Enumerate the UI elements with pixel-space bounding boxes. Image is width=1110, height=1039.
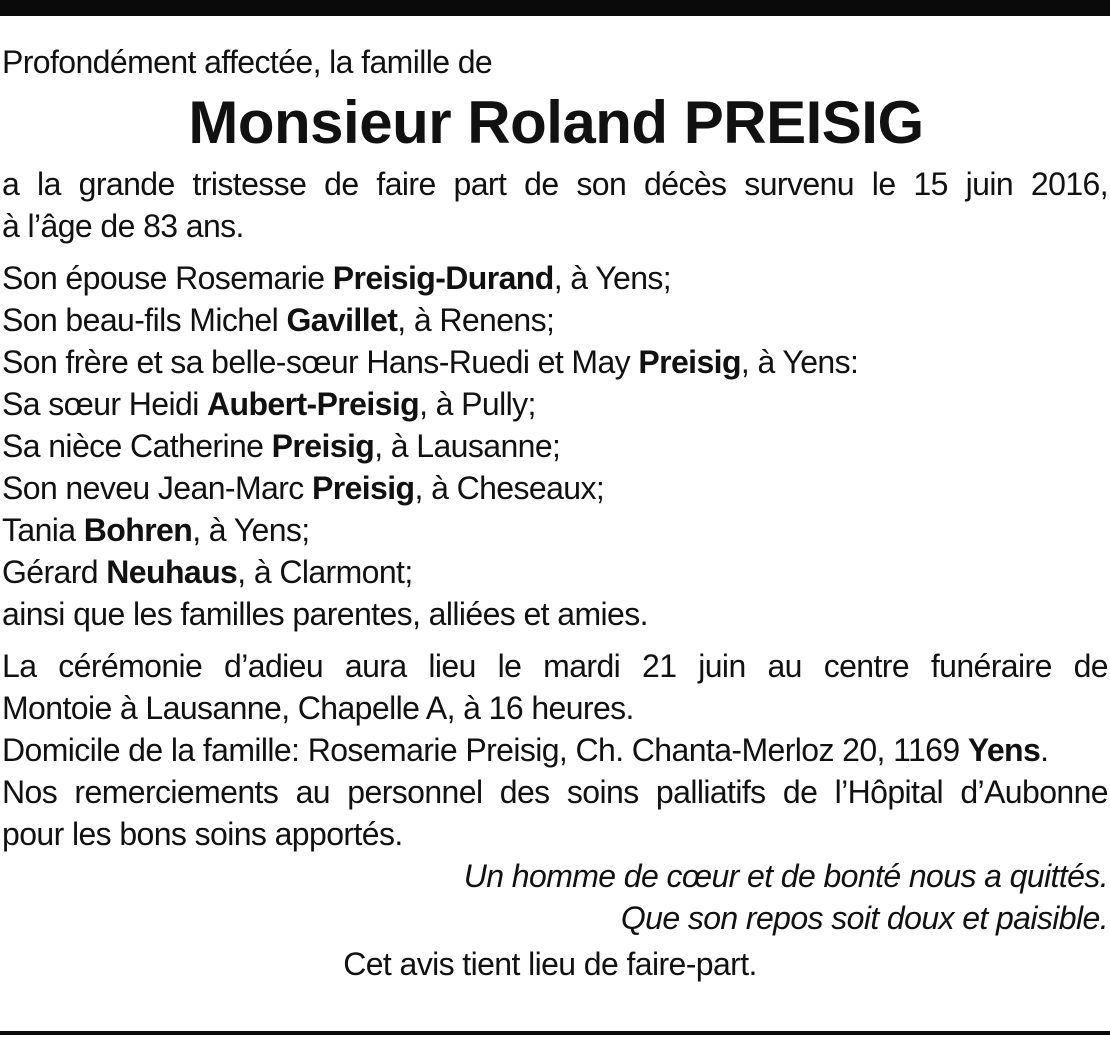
ceremony-line-1: La cérémonie d’adieu aura lieu le mardi 21 juin au centre funéraire de bbox=[2, 648, 1108, 684]
member-prefix: Son beau-fils Michel bbox=[2, 302, 287, 338]
member-prefix: Tania bbox=[2, 512, 84, 548]
family-member bbox=[2, 467, 1108, 509]
member-prefix: Son neveu Jean-Marc bbox=[2, 470, 312, 506]
member-surname: Preisig bbox=[311, 470, 415, 506]
member-surname: Preisig bbox=[638, 344, 741, 380]
family-list bbox=[2, 257, 1108, 635]
bottom-border-rule bbox=[0, 1031, 1110, 1035]
member-location: , à Yens: bbox=[740, 344, 859, 380]
family-member bbox=[2, 509, 1108, 551]
closing-quote bbox=[2, 855, 1108, 939]
member-surname: Gavillet bbox=[286, 302, 398, 338]
family-member bbox=[2, 299, 1108, 341]
member-surname: Neuhaus bbox=[106, 554, 238, 590]
member-location: , à Renens; bbox=[397, 302, 555, 338]
member-prefix: Son frère et sa belle-sœur Hans-Ruedi et May bbox=[2, 344, 639, 380]
member-location: , à Lausanne; bbox=[374, 428, 561, 464]
ceremony-block bbox=[2, 645, 1108, 855]
thanks-line-2: pour les bons soins apportés. bbox=[2, 816, 403, 852]
member-surname: Preisig bbox=[271, 428, 375, 464]
family-member bbox=[2, 383, 1108, 425]
member-location: , à Pully; bbox=[419, 386, 536, 422]
family-member bbox=[2, 551, 1108, 593]
member-surname: Aubert-Preisig bbox=[207, 386, 420, 422]
domicile-line bbox=[2, 729, 1108, 771]
intro-text: Profondément affectée, la famille de bbox=[2, 44, 493, 80]
family-member bbox=[2, 257, 1108, 299]
member-location: , à Clarmont; bbox=[237, 554, 413, 590]
family-member bbox=[2, 341, 1108, 383]
member-prefix: Sa sœur Heidi bbox=[2, 386, 207, 422]
obituary-notice bbox=[2, 41, 1108, 985]
domicile-address: Domicile de la famille: Rosemarie Preisig, Ch. Chanta-Merloz 20, 1169 bbox=[2, 732, 968, 768]
member-surname: Preisig-Durand bbox=[332, 260, 554, 296]
ceremony-line-2: Montoie à Lausanne, Chapelle A, à 16 heures. bbox=[2, 690, 634, 726]
deceased-name: Monsieur Roland PREISIG bbox=[188, 89, 924, 156]
member-prefix: Son épouse Rosemarie bbox=[2, 260, 333, 296]
quote-line-2: Que son repos soit doux et paisible. bbox=[620, 900, 1108, 936]
thanks-line-1: Nos remerciements au personnel des soins palliatifs de l’Hôpital d’Aubonne bbox=[2, 774, 1108, 810]
quote-line-1: Un homme de cœur et de bonté nous a quittés. bbox=[463, 858, 1108, 894]
member-location: , à Yens; bbox=[553, 260, 672, 296]
member-prefix: Gérard bbox=[2, 554, 107, 590]
notice-line-2: à l’âge de 83 ans. bbox=[2, 208, 244, 244]
notice-line-1: a la grande tristesse de faire part de son décès survenu le 15 juin 2016, bbox=[2, 166, 1108, 202]
member-prefix: Sa nièce Catherine bbox=[2, 428, 272, 464]
member-location: , à Cheseaux; bbox=[414, 470, 605, 506]
domicile-period: . bbox=[1040, 732, 1049, 768]
member-location: , à Yens; bbox=[192, 512, 310, 548]
member-surname: Bohren bbox=[83, 512, 193, 548]
family-member bbox=[2, 425, 1108, 467]
final-note: Cet avis tient lieu de faire-part. bbox=[343, 946, 757, 982]
domicile-town: Yens bbox=[967, 732, 1041, 768]
top-border-rule bbox=[0, 0, 1110, 16]
family-closing: ainsi que les familles parentes, alliées et amies. bbox=[2, 596, 648, 632]
